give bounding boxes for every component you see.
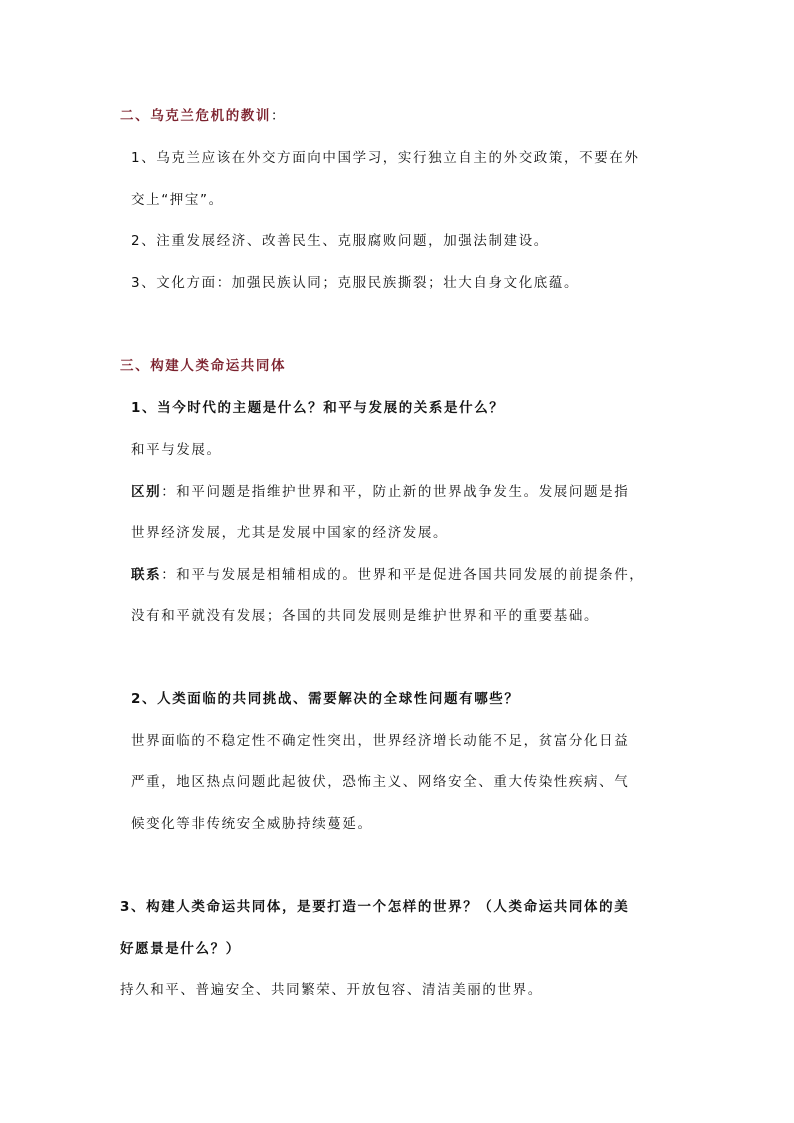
difference-line-2: 世界经济发展，尤其是发展中国家的经济发展。 [131, 525, 449, 541]
section-2-item-2: 2、注重发展经济、改善民生、克服腐败问题，加强法制建设。 [131, 233, 549, 249]
relation-text-1: ：和平与发展是相辅相成的。世界和平是促进各国共同发展的前提条件， [161, 567, 645, 583]
question-1: 1、当今时代的主题是什么？和平与发展的关系是什么？ [131, 400, 505, 416]
relation-line-1 [131, 566, 644, 584]
answer-1: 和平与发展。 [131, 442, 222, 458]
question-3-line-1: 3、构建人类命运共同体，是要打造一个怎样的世界？（人类命运共同体的美 [120, 899, 630, 915]
answer-2-line-2: 严重，地区热点问题此起彼伏，恐怖主义、网络安全、重大传染性疾病、气 [131, 774, 630, 790]
section-3-title: 三、构建人类命运共同体 [120, 358, 287, 374]
section-2-item-1-line-1: 1、乌克兰应该在外交方面向中国学习，实行独立自主的外交政策，不要在外 [131, 150, 640, 166]
difference-text-1: ：和平问题是指维护世界和平，防止新的世界战争发生。发展问题是指 [161, 484, 630, 500]
section-2-item-3: 3、文化方面：加强民族认同；克服民族撕裂；壮大自身文化底蕴。 [131, 275, 580, 291]
difference-line-1 [131, 483, 629, 501]
section-2-title: 二、乌克兰危机的教训 [120, 108, 271, 124]
difference-label: 区别 [131, 484, 162, 500]
section-2-heading [120, 107, 286, 125]
answer-2-line-3: 候变化等非传统安全威胁持续蔓延。 [131, 816, 373, 832]
question-2: 2、人类面临的共同挑战、需要解决的全球性问题有哪些？ [131, 691, 520, 707]
section-2-title-colon: ： [271, 108, 287, 124]
answer-2-line-1: 世界面临的不稳定性不确定性突出，世界经济增长动能不足，贫富分化日益 [131, 733, 630, 749]
answer-3: 持久和平、普遍安全、共同繁荣、开放包容、清洁美丽的世界。 [120, 982, 543, 998]
relation-label: 联系 [131, 567, 162, 583]
relation-line-2: 没有和平就没有发展；各国的共同发展则是维护世界和平的重要基础。 [131, 608, 600, 624]
section-2-item-1-line-2: 交上“押宝”。 [131, 192, 224, 208]
question-3-line-2: 好愿景是什么？） [120, 941, 241, 957]
